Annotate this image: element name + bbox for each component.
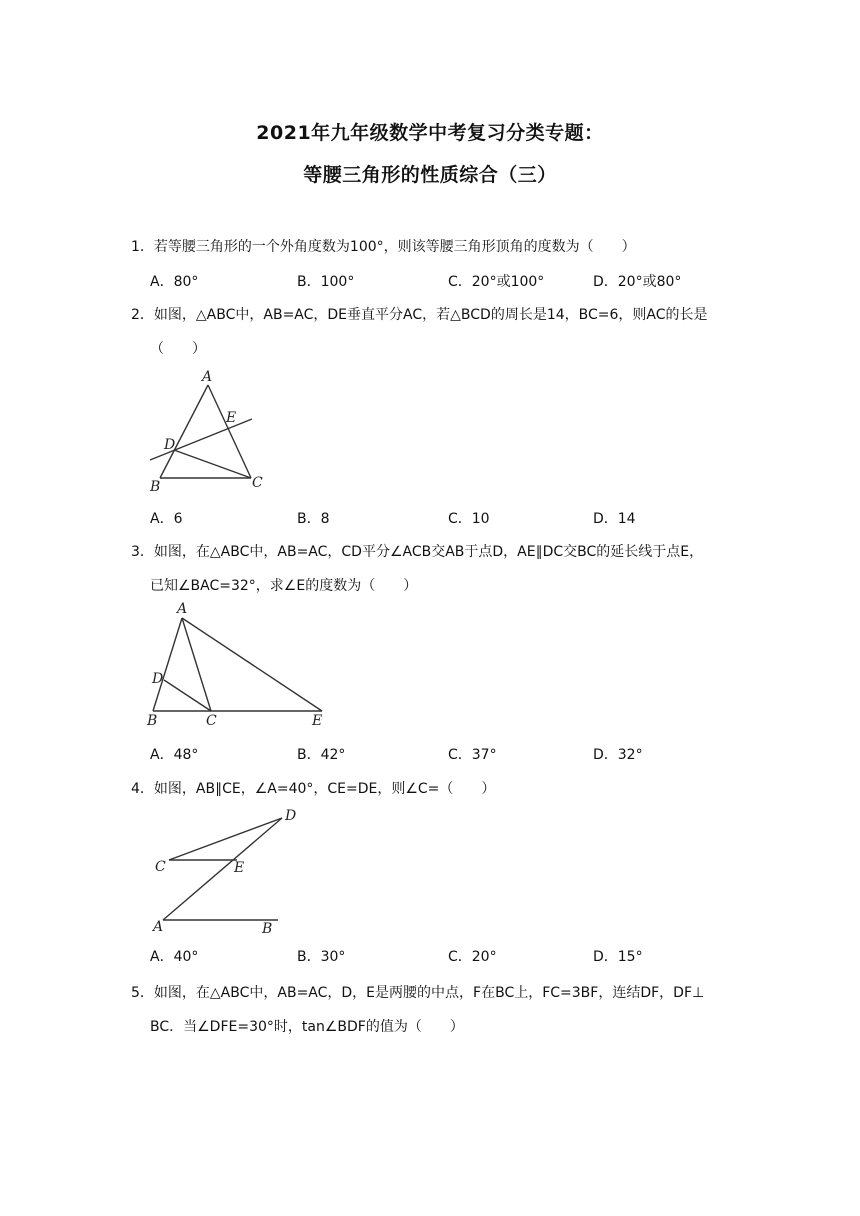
question-2-text: 2．如图，△ABC中，AB=AC，DE垂直平分AC，若△BCD的周长是14，BC=6，则AC的长是: [131, 307, 708, 323]
question-3-option-a: A．48°: [150, 747, 199, 763]
segment-ab: [160, 385, 208, 478]
question-2-option-b: B．8: [297, 511, 330, 527]
label-c: C: [155, 859, 166, 875]
question-1-option-b: B．100°: [297, 274, 355, 290]
segment-ab: [153, 618, 182, 711]
label-e: E: [312, 713, 323, 729]
label-a: A: [153, 919, 164, 935]
question-3-option-d: D．32°: [593, 747, 643, 763]
label-b: B: [150, 479, 161, 495]
question-2-option-c: C．10: [448, 511, 490, 527]
question-3-text: 3．如图，在△ABC中，AB=AC，CD平分∠ACB交AB于点D，AE∥DC交BC的延长线于点E，: [131, 544, 704, 560]
segment-cd: [169, 818, 282, 860]
question-3-option-b: B．42°: [297, 747, 346, 763]
question-4-option-b: B．30°: [297, 949, 346, 965]
segment-dc: [164, 680, 211, 711]
segment-ae: [182, 618, 322, 711]
question-2-option-a: A．6: [150, 511, 183, 527]
question-4-option-c: C．20°: [448, 949, 497, 965]
question-3-figure: [140, 598, 340, 732]
segment-ad: [163, 818, 282, 920]
question-3-option-c: C．37°: [448, 747, 497, 763]
question-4-option-a: A．40°: [150, 949, 199, 965]
label-e: E: [226, 410, 237, 426]
document-title-line1: 2021年九年级数学中考复习分类专题：: [256, 122, 604, 144]
segment-ac: [182, 618, 211, 711]
question-5-text: 5．如图，在△ABC中，AB=AC，D，E是两腰的中点，F在BC上，FC=3BF，连结DF，DF⊥: [131, 985, 705, 1001]
question-2-option-d: D．14: [593, 511, 636, 527]
label-d: D: [164, 437, 176, 453]
label-b: B: [147, 713, 158, 729]
label-a: A: [177, 601, 188, 617]
label-d: D: [285, 808, 297, 824]
question-3-text-cont: 已知∠BAC=32°，求∠E的度数为（ ）: [150, 578, 418, 594]
question-1-text: 1．若等腰三角形的一个外角度数为100°，则该等腰三角形顶角的度数为（ ）: [131, 239, 636, 255]
question-2-text-cont: （ ）: [150, 341, 206, 357]
document-title-line2: 等腰三角形的性质综合（三）: [303, 164, 557, 186]
label-c: C: [206, 713, 217, 729]
question-2-figure: [140, 365, 270, 495]
question-1-option-c: C．20°或100°: [448, 274, 545, 290]
question-4-figure: [145, 800, 305, 940]
question-1-option-d: D．20°或80°: [593, 274, 682, 290]
question-4-option-d: D．15°: [593, 949, 643, 965]
question-5-text-cont: BC．当∠DFE=30°时，tan∠BDF的值为（ ）: [150, 1019, 464, 1035]
label-e: E: [234, 860, 245, 876]
label-d: D: [152, 671, 164, 687]
label-a: A: [202, 369, 213, 385]
label-c: C: [252, 475, 263, 491]
question-1-option-a: A．80°: [150, 274, 199, 290]
label-b: B: [262, 921, 273, 937]
question-4-text: 4．如图，AB∥CE，∠A=40°，CE=DE，则∠C=（ ）: [131, 781, 496, 797]
